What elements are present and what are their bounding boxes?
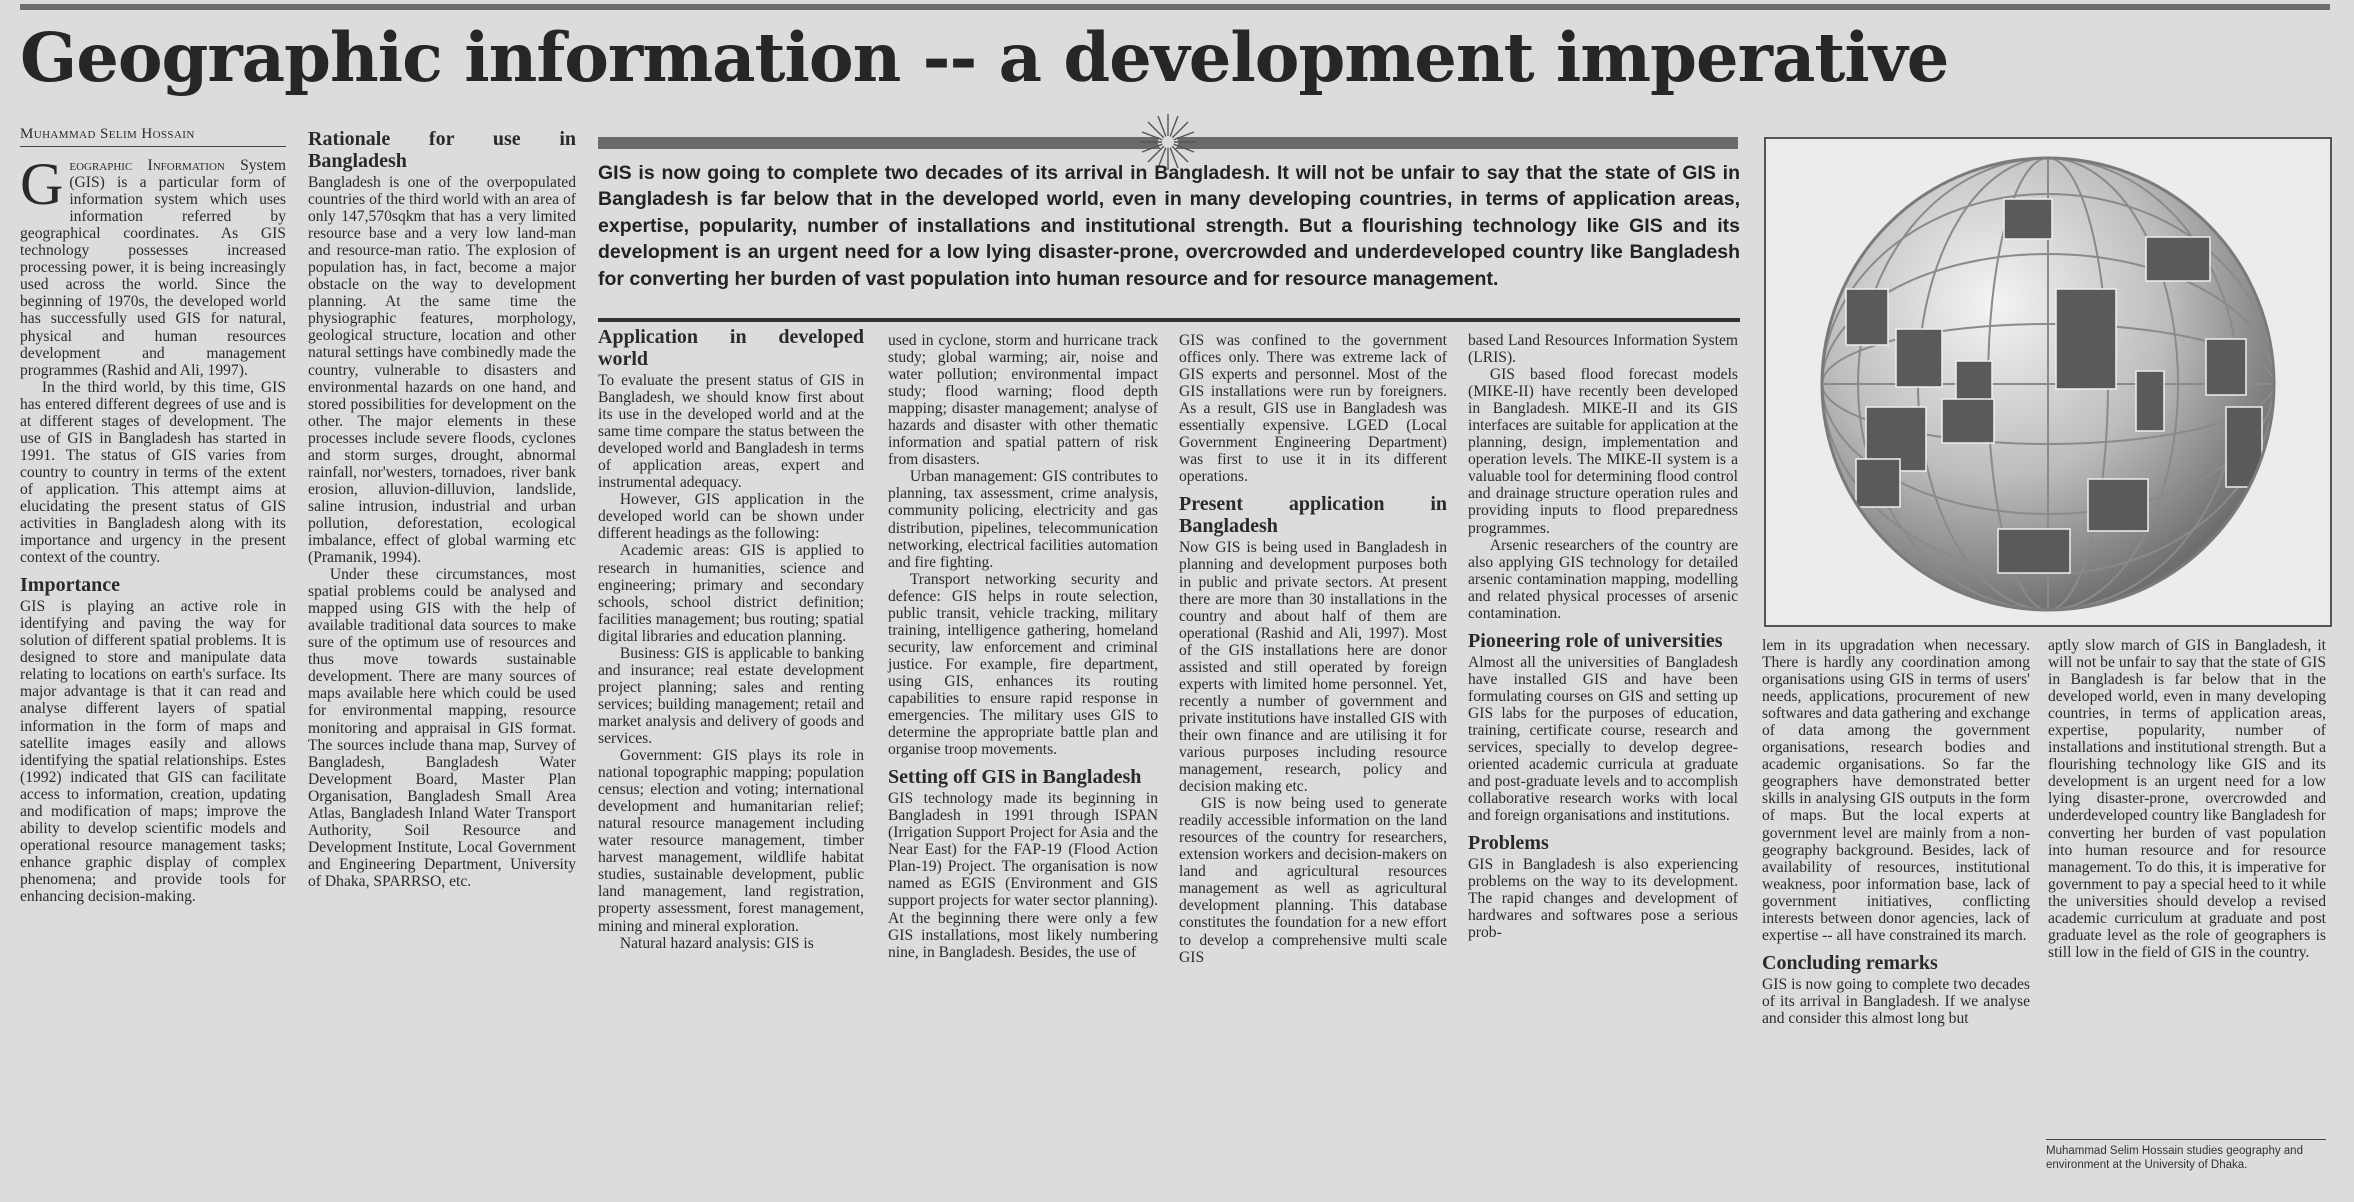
deck-text: GIS is now going to complete two decades of its arrival in Bangladesh. It will not be unfair to say that the state of GIS in Bangladesh is far below that in the developed world, even in many developing countries, in terms of application areas, expertise, popularity, number of installations and institutional strength. But a flourishing technology like GIS and its development is an urgent need for a low lying disaster-prone, overcrowded and underdeveloped country like Bangladesh for converting her burden of vast population into human resource and for resource management.	[598, 162, 1740, 290]
paragraph: GIS is now being used to generate readily accessible information on the land resources of the country for researchers, extension workers and decision-makers on land and agricultural resources management as well as agricultural development planning. This database constitutes the foundation for a new effort to develop a comprehensive multi scale GIS	[1179, 795, 1447, 966]
intro-paragraph	[20, 151, 286, 379]
paragraph: In the third world, by this time, GIS has entered different degrees of use and is at different stages of development. The use of GIS in Bangladesh has started in 1991. The status of GIS varies from country to country in terms of the extent of application. This attempt aims at elucidating the present status of GIS activities in Bangladesh along with its importance and urgency in the present context of the country.	[20, 378, 286, 567]
paragraph: To evaluate the present status of GIS in Bangladesh, we should know first about its use in the developed world and at the same time compare the status between the developed world and Bangladesh in terms of application areas, expert and instrumental adequacy.	[598, 372, 864, 492]
column-5	[1179, 332, 1447, 966]
byline: Muhammad Selim Hossain	[20, 126, 286, 147]
heading-application: Application in developed world	[598, 326, 864, 370]
column-7	[1762, 637, 2030, 1027]
intro-text: System (GIS) is a particular form of information system which uses information referred by geographical coordinates. As GIS technology possesses increased processing power, it is being increasingly used across the world. Since the beginning of 1970s, the developed world has successfully used GIS for natural, physical and human resources development and management programmes (Rashid and Ali, 1997).	[20, 157, 286, 379]
paragraph: Urban management: GIS contributes to planning, tax assessment, crime analysis, community policing, electricity and gas distribution, pipelines, telecommunication networking, electrical facilities automation and fire fighting.	[888, 468, 1158, 571]
column-2	[308, 128, 576, 890]
drop-cap: G	[20, 151, 64, 218]
paragraph: based Land Resources Information System (LRIS).	[1468, 332, 1738, 367]
paragraph: Academic areas: GIS is applied to research in humanities, science and engineering; primary and secondary schools, school district definition; facilities management; bus routing; spatial digital libraries and education planning.	[598, 542, 864, 645]
heading-present-application: Present application in Bangladesh	[1179, 493, 1447, 538]
paragraph: lem in its upgradation when necessary. There is hardly any coordination among organisations using GIS in terms of users' needs, applications, procurement of new softwares and data gathering and exchange of data among the government organisations, research bodies and academic organisations. So far the geographers have demonstrated better skills in analysing GIS outputs in the form of maps. But the local experts at government level are mainly from a non-geography background. Besides, lack of availability of resources, institutional weakness, poor information base, lack of government initiatives, conflicting interests between donor agencies, lack of expertise -- all have constrained its march.	[1762, 637, 2031, 944]
column-6	[1468, 332, 1738, 942]
top-rule	[20, 4, 2330, 10]
paragraph: GIS was confined to the government offices only. There was extreme lack of GIS experts and personnel. Most of the GIS installations were run by foreigners. As a result, GIS use in Bangladesh was essentially expensive. LGED (Local Government Engineering Department) was first to use it in its different operations.	[1179, 332, 1447, 486]
intro-smallcaps: eographic Information	[69, 157, 225, 175]
credit-rule	[2046, 1139, 2326, 1140]
paragraph: Natural hazard analysis: GIS is	[619, 934, 814, 952]
column-1	[20, 126, 286, 905]
paragraph: Now GIS is being used in Bangladesh in planning and development purposes both in public and private sectors. At present there are more than 30 installations in the country and about half of them are operational (Rashid and Ali, 1997). Most of the GIS installations here are donor assisted and still operated by foreign experts with limited home personnel. Yet, recently a number of government and private institutions have installed GIS with their own finance and are utilising it for various purposes including resource management, research, policy and decision making etc.	[1179, 539, 1447, 796]
paragraph: Arsenic researchers of the country are also applying GIS technology for detailed arsenic contamination mapping, modelling and related physical processes of arsenic contamination.	[1468, 536, 1738, 622]
paragraph: Transport networking security and defence: GIS helps in route selection, public transit, vehicle tracking, military training, intelligence gathering, homeland security, law enforcement and criminal justice. For example, fire department, using GIS, enhances its routing capabilities to ensure rapid response in emergencies. The military uses GIS to determine the appropriate battle plan and organise troop movements.	[888, 570, 1158, 759]
paragraph: Bangladesh is one of the overpopulated countries of the third world with an area of only 147,570sqkm that has a very limited resource base and a very low land-man and resource-man ratio. The explosion of population has, in fact, become a major obstacle on the way to development planning. At the same time the physiographic features, morphology, geological structure, location and other natural settings have combinedly made the country, vulnerable to disasters and environmental hazards on one hand, and stored possibilities for development on the other. The major elements in these processes include severe floods, cyclones and storm surges, drought, abnormal rainfall, nor'westers, tornadoes, river bank erosion, alluvion-dilluvion, landslide, saline intrusion, industrial and urban pollution, deforestation, ecological imbalance, effect of global warming etc (Pramanik, 1994).	[308, 174, 576, 567]
paragraph: used in cyclone, storm and hurricane track study; global warming; air, noise and water pollution; environmental impact study; flood warning; flood depth mapping; disaster management; analyse of hazards and disaster with other thematic information and spatial pattern of risk from disasters.	[888, 332, 1158, 469]
paragraph: Under these circumstances, most spatial problems could be analysed and mapped using GIS with the help of available traditional data sources to make sure of the optimum use of resources and thus move towards sustainable development. There are many sources of maps available here which could be used for environmental mapping, resource monitoring and appraisal in GIS format. The sources include thana map, Survey of Bangladesh, Bangladesh Water Development Board, Master Plan Organisation, Bangladesh Small Area Atlas, Bangladesh Inland Water Transport Authority, Soil Resource and Development Institute, Local Government and Engineering Department, University of Dhaka, SPARRSO, etc.	[308, 566, 576, 890]
globe-illustration	[1766, 139, 2330, 625]
paragraph: GIS based flood forecast models (MIKE-II) have recently been developed in Bangladesh. MIKE-II and its GIS interfaces are suitable for application at the planning, design, implementation and operation levels. The MIKE-II system is a valuable tool for determining flood control and drainage structure operation rules and providing inputs to flood preparedness programmes.	[1468, 366, 1738, 537]
heading-importance: Importance	[20, 574, 120, 597]
paragraph: aptly slow march of GIS in Bangladesh, it will not be unfair to say that the state of GIS in Bangladesh is far below that in the developed world, even in many developing countries, in terms of application areas, expertise, popularity, number of installations and institutional strength. But a flourishing technology like GIS and its development is an urgent need for a low lying disaster-prone, overcrowded and underdeveloped country like Bangladesh for converting her burden of vast population into human resource and for resource management. To do this, it is imperative for government to pay a special heed to it while the universities should develop a revised academic curriculum at graduate and post graduate level as the role of geographers is still low in the field of GIS in the country.	[2048, 637, 2326, 961]
paragraph: GIS in Bangladesh is also experiencing problems on the way to its development. The rapid changes and development of hardwares and softwares pose a serious prob-	[1468, 856, 1738, 942]
headline: Geographic information -- a development imperative	[20, 18, 1949, 97]
globe-photo	[1764, 137, 2332, 627]
column-8	[2048, 637, 2326, 961]
column-3	[598, 326, 864, 952]
column-4	[888, 332, 1158, 961]
heading-pioneering: Pioneering role of universities	[1468, 629, 1723, 652]
paragraph: Government: GIS plays its role in national topographic mapping; population census; election and voting; international development and humanitarian relief; natural resource management including water resource management, timber harvest management, wildlife habitat studies, sustainable development, public land management, land registration, property assessment, forest management, mining and mineral exploration.	[598, 747, 864, 935]
heading-concluding: Concluding remarks	[1762, 951, 1938, 974]
paragraph: Almost all the universities of Bangladesh have installed GIS and have been formulating courses on GIS and setting up GIS labs for the purposes of education, training, certificate course, research and services, specially to develop degree-oriented academic curricula at graduate and post-graduate levels and to accomplish collaborative research works with local and foreign organisations and institutions.	[1468, 653, 1738, 825]
paragraph: Business: GIS is applicable to banking and insurance; real estate development project planning; sales and renting services; building management; retail and market analysis and delivery of goods and services.	[598, 644, 864, 747]
paragraph: GIS technology made its beginning in Bangladesh in 1991 through ISPAN (Irrigation Support Project for Asia and the Near East) for the FAP-19 (Flood Action Plan-19) Project. The organisation is now named as EGIS (Environment and GIS support projects for water sector planning). At the beginning there were only a few GIS installations, most likely numbering nine, in Bangladesh. Besides, the use of	[888, 790, 1158, 961]
paragraph: However, GIS application in the developed world can be shown under different headings as the following:	[598, 491, 864, 543]
author-credit: Muhammad Selim Hossain studies geography and environment at the University of Dhaka.	[2046, 1145, 2303, 1171]
heading-setting-off: Setting off GIS in Bangladesh	[888, 766, 1142, 789]
deck-bottom-rule	[598, 318, 1740, 322]
heading-rationale: Rationale for use in Bangladesh	[308, 128, 576, 172]
paragraph: GIS is now going to complete two decades of its arrival in Bangladesh. If we analyse and consider this almost long but	[1762, 975, 2030, 1027]
heading-problems: Problems	[1468, 832, 1549, 855]
paragraph: GIS is playing an active role in identifying and paving the way for solution of different spatial problems. It is designed to store and manipulate data relating to locations on earth's surface. Its major advantage is that it can read and analyse different layers of spatial information in the form of maps and satellite images easily and allows identifying the spatial relationships. Estes (1992) indicated that GIS can facilitate access to information, creation, updating and modification of maps; improve the ability to develop scientific models and operational resource management tasks; enhance graphic display of complex phenomena; and provide tools for enhancing decision-making.	[20, 598, 286, 905]
